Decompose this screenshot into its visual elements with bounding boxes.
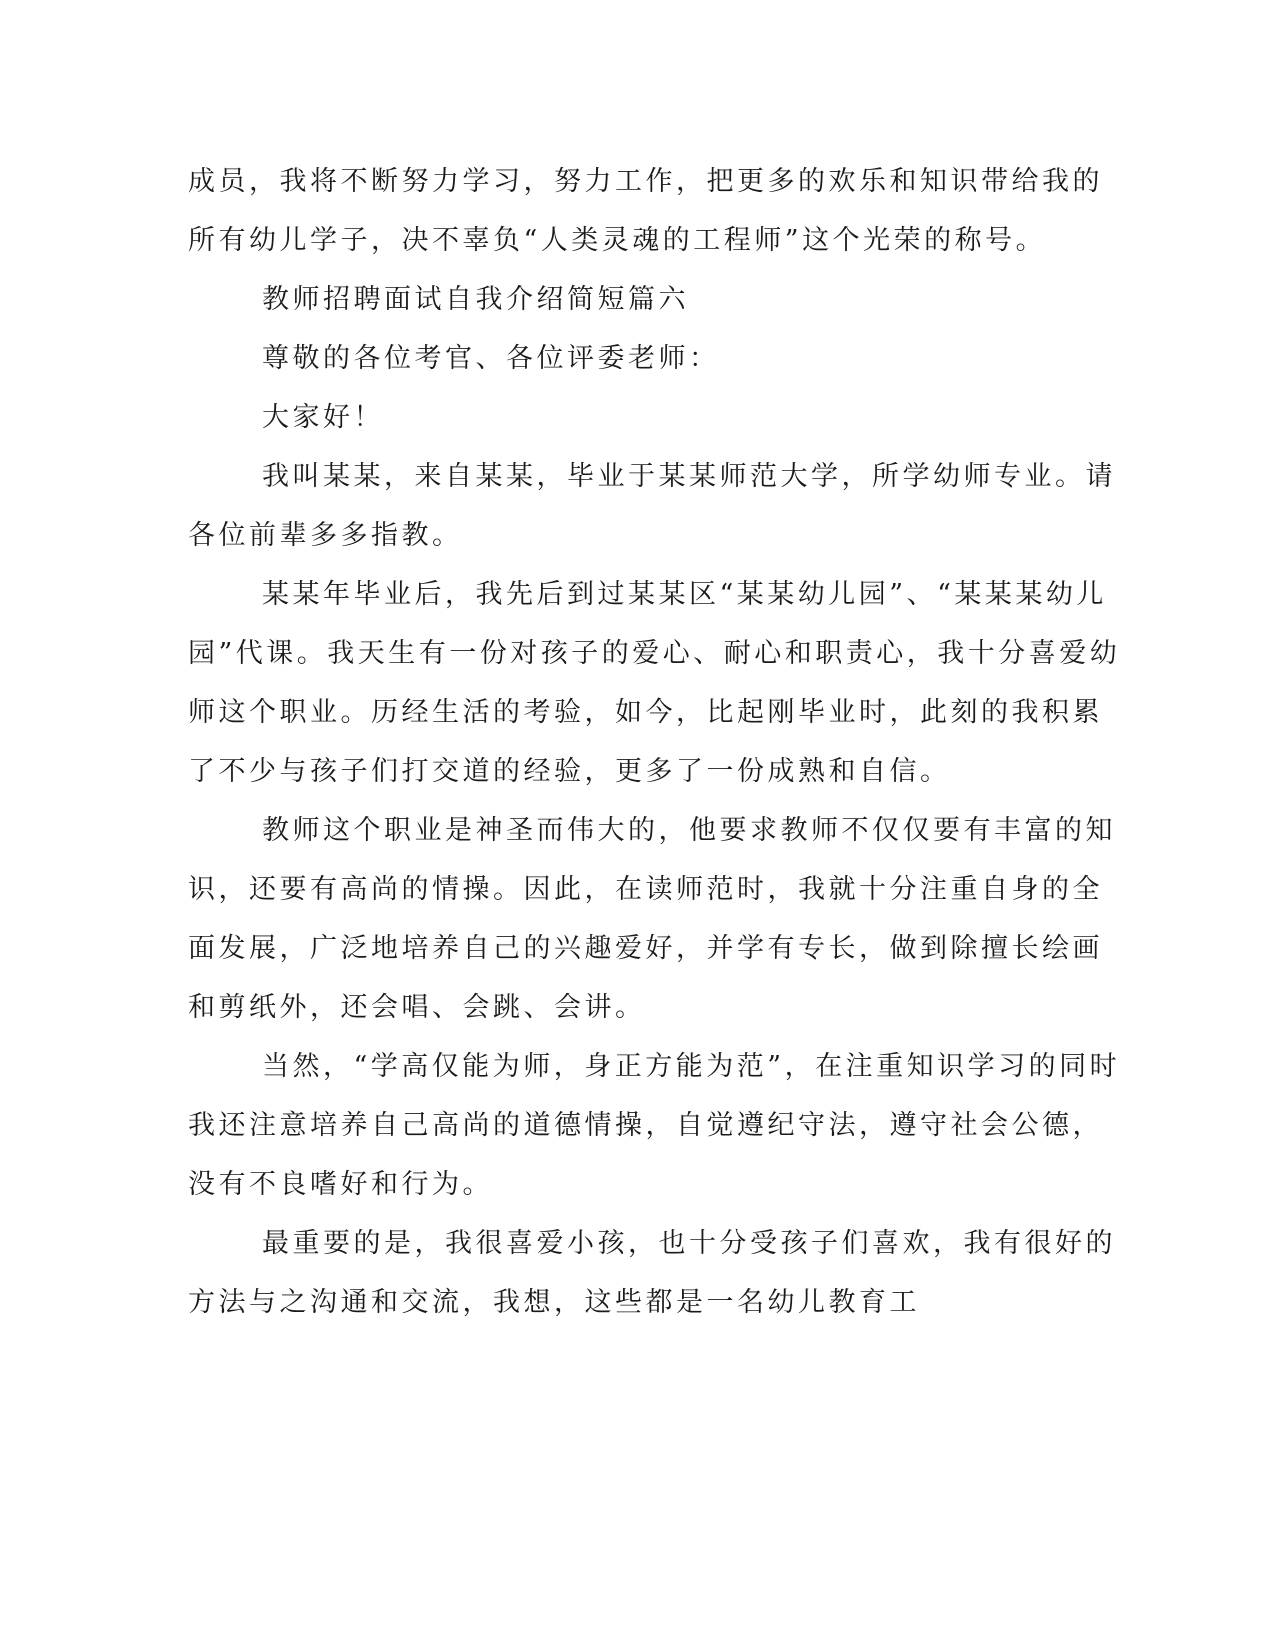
text-line-15: 和剪纸外，还会唱、会跳、会讲。 <box>188 992 646 1023</box>
text-line-6: 我叫某某，来自某某，毕业于某某师范大学，所学幼师专业。请 <box>262 461 1116 492</box>
text-line-12: 教师这个职业是神圣而伟大的，他要求教师不仅仅要有丰富的知 <box>262 815 1116 846</box>
greeting: 大家好！ <box>262 402 384 433</box>
text-line-14: 面发展，广泛地培养自己的兴趣爱好，并学有专长，做到除擅长绘画 <box>188 933 1103 964</box>
text-line-7: 各位前辈多多指教。 <box>188 520 463 551</box>
text-line-20: 方法与之沟通和交流，我想，这些都是一名幼儿教育工 <box>188 1287 920 1318</box>
text-line-11: 了不少与孩子们打交道的经验，更多了一份成熟和自信。 <box>188 756 951 787</box>
text-line-10: 师这个职业。历经生活的考验，如今，比起刚毕业时，此刻的我积累 <box>188 697 1103 728</box>
section-heading: 教师招聘面试自我介绍简短篇六 <box>262 284 689 315</box>
text-line-2: 所有幼儿学子，决不辜负“人类灵魂的工程师”这个光荣的称号。 <box>188 225 1047 256</box>
text-line-18: 没有不良嗜好和行为。 <box>188 1169 493 1200</box>
salutation: 尊敬的各位考官、各位评委老师： <box>262 343 720 374</box>
text-line-17: 我还注意培养自己高尚的道德情操，自觉遵纪守法，遵守社会公德， <box>188 1110 1103 1141</box>
text-line-8: 某某年毕业后，我先后到过某某区“某某幼儿园”、“某某某幼儿 <box>262 579 1107 610</box>
text-line-16: 当然，“学高仅能为师，身正方能为范”，在注重知识学习的同时 <box>262 1051 1121 1082</box>
text-line-1: 成员，我将不断努力学习，努力工作，把更多的欢乐和知识带给我的 <box>188 166 1103 197</box>
text-line-19: 最重要的是，我很喜爱小孩，也十分受孩子们喜欢，我有很好的 <box>262 1228 1116 1259</box>
text-line-13: 识，还要有高尚的情操。因此，在读师范时，我就十分注重自身的全 <box>188 874 1103 905</box>
text-line-9: 园”代课。我天生有一份对孩子的爱心、耐心和职责心，我十分喜爱幼 <box>188 638 1121 669</box>
